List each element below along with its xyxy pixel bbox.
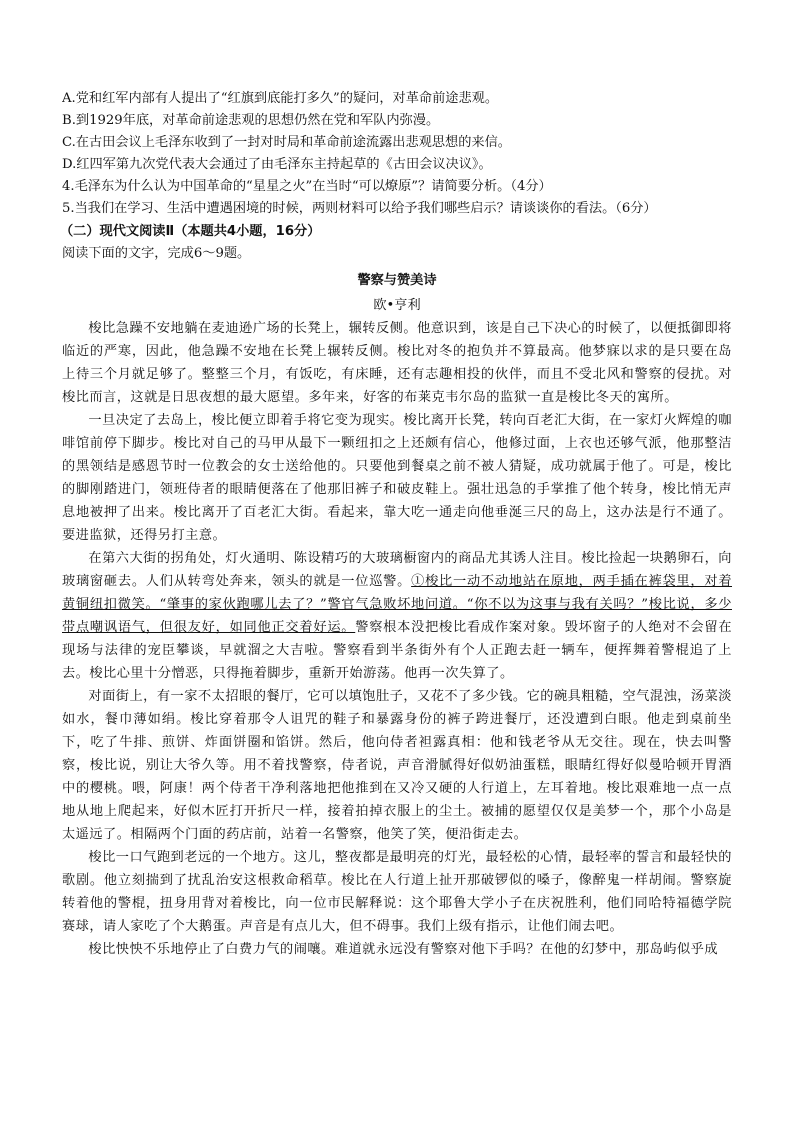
option-c: C.在古田会议上毛泽东收到了一封对时局和革命前途流露出悲观思想的来信。 [62,135,511,150]
section-instruction: 阅读下面的文字，完成6～9题。 [62,246,251,261]
article-author: 欧•亨利 [373,298,421,313]
article-title: 警察与赞美诗 [357,273,437,288]
article-paragraph-4: 对面街上，有一家不太招眼的餐厅，它可以填饱肚子，又花不了多少钱。它的碗具粗糙，空气混浊，汤菜淡如水，餐巾薄如绢。梭比穿着那令人诅咒的鞋子和暴露身份的裤子跨进餐厅，还没遭到白眼。他走到桌前坐下，吃了牛排、煎饼、炸面饼圈和馅饼。然后，他向侍者袒露真相：他和钱老爷从无交往。现在，快去叫警察，梭比说，别让大爷久等。用不着找警察，侍者说，声音滑腻得好似奶油蛋糕，眼睛红得好似曼哈顿开胃酒中的樱桃。喂，阿康！两个侍者干净利落地把他推到在又冷又硬的人行道上，左耳着地。梭比艰难地一点一点地从地上爬起来，好似木匠打开折尺一样，接着拍掉衣服上的尘土。被捕的愿望仅仅是美梦一个，那个小岛是太遥远了。相隔两个门面的药店前，站着一名警察，他笑了笑，便沿街走去。 [62,689,732,842]
paragraph-3-end: 警察根本没把梭比看成作案对象。毁坏窗子的人绝对不会留在现场与法律的宠臣攀谈，早就溜之大吉啦。警察看到半条街外有个人正跑去赶一辆车，便挥舞着警棍追了上去。梭比心里十分憎恶，只得拖着脚步，重新开始游荡。他再一次失算了。 [62,620,733,681]
article-paragraph-6: 梭比怏怏不乐地停止了白费力气的闹嚷。难道就永远没有警察对他下手吗？在他的幻梦中，那岛屿似乎成 [88,942,719,957]
underlined-sentence-1: ①梭比一动不动地站在原地，两手插在裤袋里，对着黄铜纽扣微笑。“肇事的家伙跑哪儿去了？”警官气急败坏地问道。“你不以为这事与我有关吗？”梭比说，多少带点嘲讽语气，但很友好，如同他正交着好运。 [62,574,733,635]
paragraph-3-start: 在第六大街的拐角处，灯火通明、陈设精巧的大玻璃橱窗内的商品尤其诱人注目。梭比捡起一块鹅卵石，向玻璃窗砸去。人们从转弯处奔来，领头的就是一位巡警。 [62,551,732,589]
article-paragraph-3 [62,547,732,685]
option-d: D.红四军第九次党代表大会通过了由毛泽东主持起草的《古田会议决议》。 [62,157,492,172]
question-4: 4.毛泽东为什么认为中国革命的“星星之火”在当时“可以燎原”？请简要分析。（4分） [62,179,552,194]
section-heading: （二）现代文阅读Ⅱ（本题共4小题，16分） [60,224,321,239]
question-5: 5.当我们在学习、生活中遭遇困境的时候，两则材料可以给予我们哪些启示？请谈谈你的看法。（6分） [62,201,657,216]
article-paragraph-1: 梭比急躁不安地躺在麦迪逊广场的长凳上，辗转反侧。他意识到，该是自己下决心的时候了，以便抵御即将临近的严寒，因此，他急躁不安地在长凳上辗转反侧。梭比对冬的抱负并不算最高。他梦寐以求的是只要在岛上待三个月就足够了。整整三个月，有饭吃，有床睡，还有志趣相投的伙伴，而且不受北风和警察的侵扰。对梭比而言，这就是日思夜想的最大愿望。多年来，好客的布莱克韦尔岛的监狱一直是梭比冬天的寓所。 [62,321,732,405]
option-b: B.到1929年底，对革命前途悲观的思想仍然在党和军队内弥漫。 [62,113,440,128]
option-a: A.党和红军内部有人提出了“红旗到底能打多久”的疑问，对革命前途悲观。 [62,91,499,106]
article-paragraph-5: 梭比一口气跑到老远的一个地方。这儿，整夜都是最明亮的灯光，最轻松的心情，最轻率的誓言和最轻快的歌剧。他立刻揣到了扰乱治安这根救命稻草。梭比在人行道上扯开那破锣似的嗓子，像醉鬼一样胡闹。警察旋转着他的警棍，扭身用背对着梭比，向一位市民解释说：这个耶鲁大学小子在庆祝胜利，他们同哈特福德学院赛球，请人家吃了个大鹅蛋。声音是有点儿大，但不碍事。我们上级有指示，让他们闹去吧。 [62,850,732,934]
article-paragraph-2: 一旦决定了去岛上，梭比便立即着手将它变为现实。梭比离开长凳，转向百老汇大街，在一家灯火辉煌的咖啡馆前停下脚步。梭比对自己的马甲从最下一颗纽扣之上还颇有信心，他修过面，上衣也还够气派，他那整洁的黑领结是感恩节时一位教会的女士送给他的。只要他到餐桌之前不被人猜疑，成功就属于他了。可是，梭比的脚刚踏进门，领班侍者的眼睛便落在了他那旧裤子和破皮鞋上。强壮迅急的手掌推了他个转身，梭比悄无声息地被押了出来。梭比离开了百老汇大街。看起来，靠大吃一通走向他垂涎三尺的岛上，这办法是行不通了。要进监狱，还得另打主意。 [62,413,732,543]
